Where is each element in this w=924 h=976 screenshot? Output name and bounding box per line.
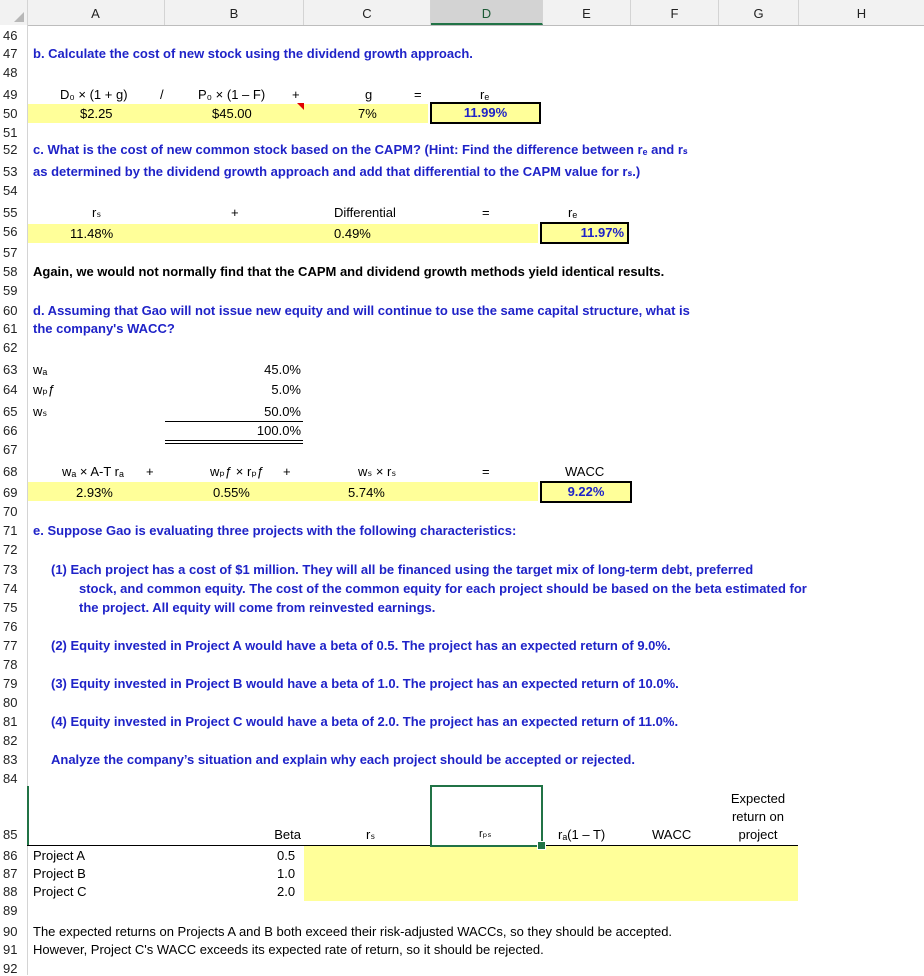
table-header-beta: Beta bbox=[274, 827, 301, 842]
row-85-selection-edge bbox=[27, 786, 29, 846]
label-wpf: wₚƒ bbox=[33, 382, 56, 397]
table-header-expected-1: Expected bbox=[730, 791, 786, 806]
question-c-line1: c. What is the cost of new common stock based on the CAPM? (Hint: Find the difference between rₑ and rₛ bbox=[33, 142, 688, 157]
row-number[interactable]: 74 bbox=[3, 581, 18, 596]
row-number[interactable]: 69 bbox=[3, 485, 18, 500]
row-number[interactable]: 77 bbox=[3, 638, 18, 653]
row-number[interactable]: 91 bbox=[3, 942, 18, 957]
row-number[interactable]: 49 bbox=[3, 87, 18, 102]
characteristic-1a: (1) Each project has a cost of $1 million. They will all be financed using the target mix of long-term debt, preferred bbox=[51, 562, 754, 577]
header-wpf-rpf: wₚƒ × rₚƒ bbox=[210, 464, 265, 479]
label-ws: wₛ bbox=[33, 404, 48, 419]
row-number[interactable]: 84 bbox=[3, 771, 18, 786]
row-number[interactable]: 62 bbox=[3, 340, 18, 355]
row-number[interactable]: 92 bbox=[3, 961, 18, 976]
value-g[interactable]: 7% bbox=[358, 106, 377, 121]
header-equals: = bbox=[414, 87, 422, 102]
question-b-title: b. Calculate the cost of new stock using the dividend growth approach. bbox=[33, 46, 473, 61]
column-header-d[interactable]: D bbox=[431, 0, 543, 25]
double-underline bbox=[165, 440, 303, 444]
table-header-rps: rₚₛ bbox=[479, 828, 492, 840]
fill-handle[interactable] bbox=[537, 841, 546, 850]
result-re-capm[interactable]: 11.97% bbox=[540, 222, 629, 244]
result-re-dividend-growth[interactable]: 11.99% bbox=[430, 102, 541, 124]
value-total[interactable]: 100.0% bbox=[256, 423, 301, 438]
row-number[interactable]: 71 bbox=[3, 523, 18, 538]
column-header-c[interactable]: C bbox=[304, 0, 431, 25]
row-number[interactable]: 54 bbox=[3, 183, 18, 198]
row-number[interactable]: 83 bbox=[3, 752, 18, 767]
header-differential: Differential bbox=[334, 205, 396, 220]
row-number[interactable]: 67 bbox=[3, 442, 18, 457]
header-wd-atrd: wₐ × A-T rₐ bbox=[62, 464, 124, 479]
header-equals-d: = bbox=[482, 464, 490, 479]
row-number[interactable]: 80 bbox=[3, 695, 18, 710]
project-b-label: Project B bbox=[33, 866, 86, 881]
label-wd: wₐ bbox=[33, 362, 48, 377]
characteristic-2: (2) Equity invested in Project A would have a beta of 0.5. The project has an expected return of 9.0%. bbox=[51, 638, 671, 653]
row-number[interactable]: 72 bbox=[3, 542, 18, 557]
value-wpf-component[interactable]: 0.55% bbox=[213, 485, 250, 500]
table-header-bottom-border bbox=[27, 845, 798, 846]
header-plus-d2: + bbox=[283, 464, 291, 479]
row-number[interactable]: 59 bbox=[3, 283, 18, 298]
header-d0: D₀ × (1 + g) bbox=[60, 87, 128, 102]
row-number[interactable]: 76 bbox=[3, 619, 18, 634]
column-header-g[interactable]: G bbox=[719, 0, 799, 25]
row-number[interactable]: 87 bbox=[3, 866, 18, 881]
row-number[interactable]: 50 bbox=[3, 106, 18, 121]
row-number[interactable]: 46 bbox=[3, 28, 18, 43]
row-number[interactable]: 89 bbox=[3, 903, 18, 918]
column-header-bar bbox=[0, 0, 924, 26]
table-header-expected-3: project bbox=[738, 827, 778, 842]
row-number[interactable]: 88 bbox=[3, 884, 18, 899]
conclusion-line2: However, Project C's WACC exceeds its expected rate of return, so it should be rejected. bbox=[33, 942, 544, 957]
characteristic-1c: the project. All equity will come from reinvested earnings. bbox=[79, 600, 436, 615]
row-number[interactable]: 86 bbox=[3, 848, 18, 863]
value-p0[interactable]: $45.00 bbox=[212, 106, 252, 121]
value-wd[interactable]: 45.0% bbox=[264, 362, 301, 377]
total-line bbox=[165, 421, 303, 422]
question-e-title: e. Suppose Gao is evaluating three projects with the following characteristics: bbox=[33, 523, 517, 538]
column-header-e[interactable]: E bbox=[543, 0, 631, 25]
table-header-rd: rₐ(1 – T) bbox=[558, 827, 606, 842]
project-c-label: Project C bbox=[33, 884, 87, 899]
row-number[interactable]: 53 bbox=[3, 164, 18, 179]
row-number[interactable]: 48 bbox=[3, 65, 18, 80]
table-header-rs: rₛ bbox=[366, 827, 376, 842]
header-plus-d1: + bbox=[146, 464, 154, 479]
column-header-b[interactable]: B bbox=[165, 0, 304, 25]
header-equals-c: = bbox=[482, 205, 490, 220]
analyze-instruction: Analyze the company’s situation and explain why each project should be accepted or rejected. bbox=[51, 752, 635, 767]
project-b-beta[interactable]: 1.0 bbox=[277, 866, 296, 881]
row-number[interactable]: 57 bbox=[3, 245, 18, 260]
row-number[interactable]: 60 bbox=[3, 303, 18, 318]
table-header-wacc: WACC bbox=[652, 827, 692, 842]
row-number[interactable]: 47 bbox=[3, 46, 18, 61]
comment-indicator-icon[interactable] bbox=[297, 103, 304, 110]
characteristic-3: (3) Equity invested in Project B would have a beta of 1.0. The project has an expected return of 10.0%. bbox=[51, 676, 679, 691]
row-number[interactable]: 73 bbox=[3, 562, 18, 577]
value-differential[interactable]: 0.49% bbox=[334, 226, 371, 241]
row-number[interactable]: 58 bbox=[3, 264, 18, 279]
row-number[interactable]: 65 bbox=[3, 404, 18, 419]
value-d0[interactable]: $2.25 bbox=[80, 106, 113, 121]
value-ws-component[interactable]: 5.74% bbox=[348, 485, 385, 500]
header-wacc: WACC bbox=[565, 464, 605, 479]
row-number[interactable]: 61 bbox=[3, 321, 18, 336]
row-number[interactable]: 63 bbox=[3, 362, 18, 377]
header-re: rₑ bbox=[480, 87, 490, 102]
header-re-c: rₑ bbox=[568, 205, 578, 220]
value-rs[interactable]: 11.48% bbox=[70, 226, 114, 241]
row-number[interactable]: 85 bbox=[3, 827, 18, 842]
row-number[interactable]: 81 bbox=[3, 714, 18, 729]
header-plus: + bbox=[292, 87, 300, 102]
row-number[interactable]: 51 bbox=[3, 125, 18, 140]
note-capm: Again, we would not normally find that the CAPM and dividend growth methods yield identical results. bbox=[33, 264, 665, 279]
row-number[interactable]: 66 bbox=[3, 423, 18, 438]
header-g: g bbox=[365, 87, 373, 102]
row-number[interactable]: 64 bbox=[3, 382, 18, 397]
row-number[interactable]: 90 bbox=[3, 924, 18, 939]
characteristic-4: (4) Equity invested in Project C would have a beta of 2.0. The project has an expected return of 11.0%. bbox=[51, 714, 679, 729]
conclusion-line1: The expected returns on Projects A and B both exceed their risk-adjusted WACCs, so they should be accepted. bbox=[33, 924, 673, 939]
selected-cell-d85[interactable] bbox=[430, 785, 543, 847]
project-a-label: Project A bbox=[33, 848, 86, 863]
project-c-beta[interactable]: 2.0 bbox=[277, 884, 296, 899]
column-header-h[interactable]: H bbox=[799, 0, 924, 25]
row-number[interactable]: 82 bbox=[3, 733, 18, 748]
header-ws-rs: wₛ × rₛ bbox=[358, 464, 397, 479]
characteristic-1b: stock, and common equity. The cost of the common equity for each project should be based on the beta estimated for bbox=[79, 581, 807, 596]
value-wpf[interactable]: 5.0% bbox=[271, 382, 301, 397]
question-c-line2: as determined by the dividend growth approach and add that differential to the CAPM value for rₛ.) bbox=[33, 164, 641, 179]
row-number[interactable]: 70 bbox=[3, 504, 18, 519]
row-number[interactable]: 68 bbox=[3, 464, 18, 479]
column-header-f[interactable]: F bbox=[631, 0, 719, 25]
header-p0: P₀ × (1 – F) bbox=[198, 87, 266, 102]
row-number[interactable]: 75 bbox=[3, 600, 18, 615]
question-d-line1: d. Assuming that Gao will not issue new equity and will continue to use the same capital structure, what is bbox=[33, 303, 690, 318]
column-header-a[interactable]: A bbox=[27, 0, 165, 25]
row-number[interactable]: 79 bbox=[3, 676, 18, 691]
result-wacc[interactable]: 9.22% bbox=[540, 481, 632, 503]
header-rs: rₛ bbox=[92, 205, 102, 220]
header-slash: / bbox=[160, 87, 164, 102]
header-plus-c: + bbox=[231, 205, 239, 220]
value-ws[interactable]: 50.0% bbox=[264, 404, 301, 419]
row-number[interactable]: 52 bbox=[3, 142, 18, 157]
row-number[interactable]: 56 bbox=[3, 224, 18, 239]
select-all-corner[interactable] bbox=[0, 0, 28, 25]
project-a-beta[interactable]: 0.5 bbox=[277, 848, 296, 863]
fill-table-results bbox=[304, 846, 798, 901]
question-d-line2: the company's WACC? bbox=[33, 321, 175, 336]
row-number[interactable]: 55 bbox=[3, 205, 18, 220]
value-wd-component[interactable]: 2.93% bbox=[76, 485, 113, 500]
table-header-expected-2: return on bbox=[731, 809, 785, 824]
row-number[interactable]: 78 bbox=[3, 657, 18, 672]
